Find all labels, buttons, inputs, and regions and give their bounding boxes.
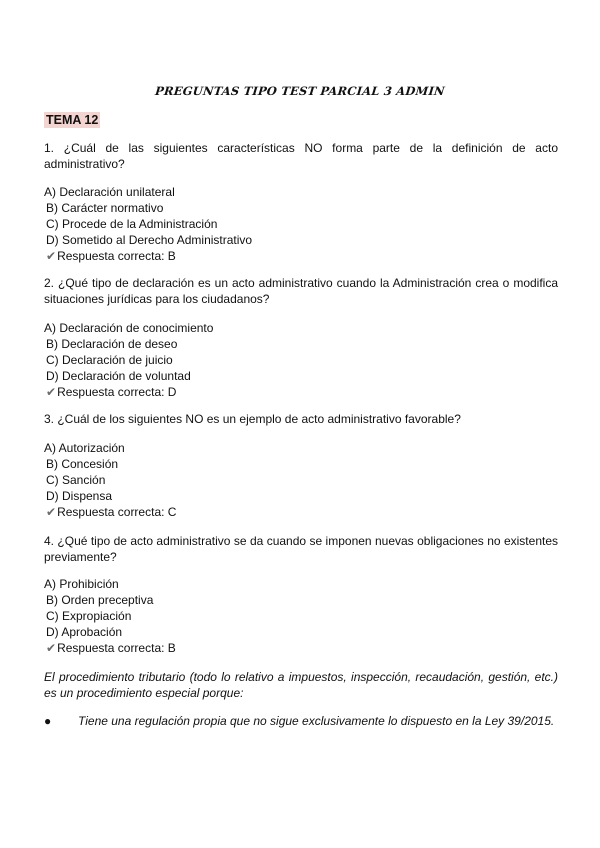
question-2-option-d: D) Declaración de voluntad: [46, 369, 191, 383]
answer-text: Respuesta correcta: B: [57, 249, 176, 263]
question-4-text: 4. ¿Qué tipo de acto administrativo se da cuando se imponen nuevas obligaciones no existentes previamente?: [44, 534, 558, 564]
check-mark-icon: ✔: [46, 249, 57, 263]
bullet-icon: ●: [44, 714, 52, 728]
extra-answer-row: [44, 713, 558, 729]
answer-text: Respuesta correcta: D: [57, 385, 177, 399]
extra-question-text: El procedimiento tributario (todo lo relativo a impuestos, inspección, recaudación, gestión, etc.) es un procedimiento especial porque:: [44, 670, 558, 700]
answer-text: Respuesta correcta: C: [57, 505, 177, 519]
question-3-option-d: D) Dispensa: [46, 489, 113, 503]
check-mark-icon: ✔: [46, 641, 57, 655]
question-1-answer: [46, 248, 176, 264]
question-4-option-d: D) Aprobación: [46, 625, 123, 639]
question-4-option-b: B) Orden preceptiva: [46, 593, 154, 607]
question-4-option-a: A) Prohibición: [44, 577, 119, 591]
page-title: PREGUNTAS TIPO TEST PARCIAL 3 ADMIN: [154, 84, 446, 98]
section-heading: TEMA 12: [46, 113, 99, 127]
question-2-option-c: C) Declaración de juicio: [46, 353, 173, 367]
question-2-option-a: A) Declaración de conocimiento: [44, 321, 214, 335]
check-mark-icon: ✔: [46, 385, 57, 399]
question-1-option-a: A) Declaración unilateral: [44, 185, 175, 199]
question-1-option-c: C) Procede de la Administración: [46, 217, 218, 231]
question-2-option-b: B) Declaración de deseo: [46, 337, 178, 351]
question-2-answer: [46, 384, 176, 400]
question-4-answer: [46, 640, 176, 656]
question-1-option-b: B) Carácter normativo: [46, 201, 164, 215]
question-3-option-b: B) Concesión: [46, 457, 119, 471]
check-mark-icon: ✔: [46, 505, 57, 519]
answer-text: Respuesta correcta: B: [57, 641, 176, 655]
question-4-option-c: C) Expropiación: [46, 609, 132, 623]
question-3-text: 3. ¿Cuál de los siguientes NO es un ejemplo de acto administrativo favorable?: [44, 412, 461, 426]
extra-answer-text: Tiene una regulación propia que no sigue exclusivamente lo dispuesto en la Ley 39/2015.: [78, 714, 555, 728]
question-1-option-d: D) Sometido al Derecho Administrativo: [46, 233, 253, 247]
question-1-text: 1. ¿Cuál de las siguientes características NO forma parte de la definición de acto administrativo?: [44, 141, 558, 171]
question-3-option-a: A) Autorización: [44, 441, 125, 455]
question-3-answer: [46, 504, 176, 520]
question-3-option-c: C) Sanción: [46, 473, 106, 487]
question-2-text: 2. ¿Qué tipo de declaración es un acto administrativo cuando la Administración crea o modifica situaciones jurídicas para los ciudadanos?: [44, 276, 558, 306]
